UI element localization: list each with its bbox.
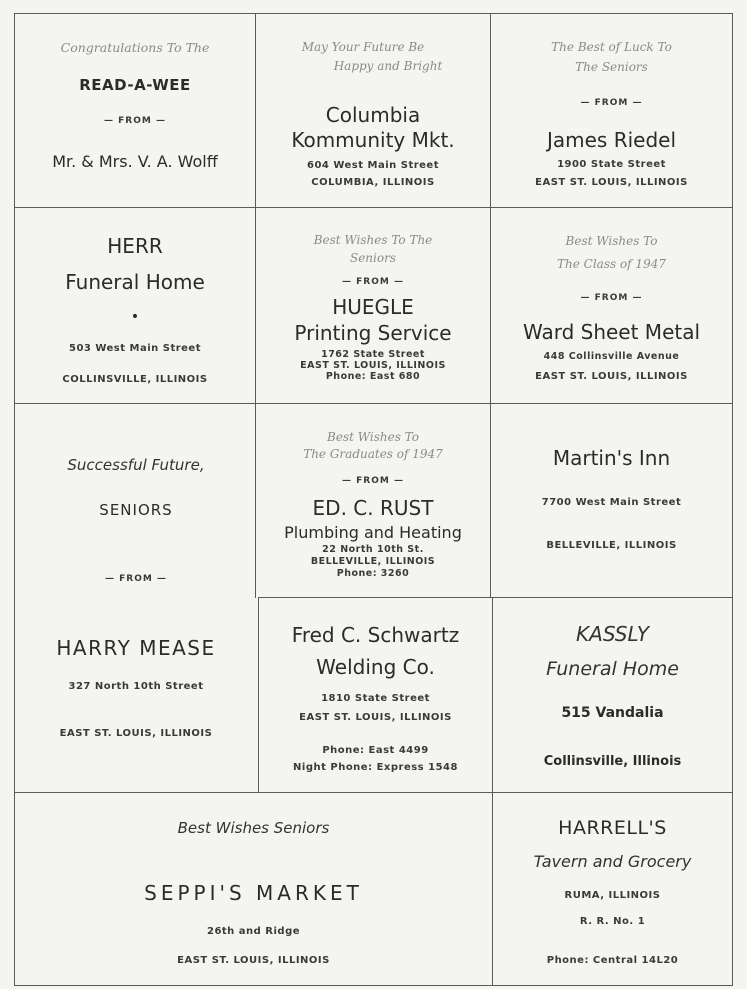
ad-greeting-2: SENIORS	[99, 501, 173, 519]
ad-greeting-2: The Class of 1947	[557, 257, 666, 271]
ad-city: EAST ST. LOUIS, ILLINOIS	[300, 360, 446, 371]
ad-business-name: KASSLY	[576, 622, 649, 646]
ad-phone: Phone: East 680	[325, 371, 421, 382]
ad-route: R. R. No. 1	[579, 916, 646, 927]
ad-business-name-2: Welding Co.	[316, 655, 435, 679]
ad-business-type: Tavern and Grocery	[533, 852, 692, 871]
ad-phone: Phone: 3260	[336, 568, 410, 579]
ad-business-name-2: Kommunity Mkt.	[291, 128, 455, 152]
frame-right	[732, 13, 733, 986]
ad-huegle	[256, 208, 490, 403]
ad-schwartz	[259, 598, 492, 792]
ad-greeting: The Best of Luck To	[551, 40, 672, 54]
ad-from-label: — FROM —	[580, 98, 643, 108]
ad-sender: Mr. & Mrs. V. A. Wolff	[52, 152, 218, 171]
ad-business-name: Martin's Inn	[552, 446, 671, 470]
ad-greeting: Best Wishes To The	[313, 233, 433, 247]
ad-address: 22 North 10th St.	[322, 544, 424, 555]
ad-address: 448 Collinsville Avenue	[543, 351, 680, 362]
ad-night-phone: Night Phone: Express 1548	[293, 762, 458, 773]
ad-greeting-2: The Graduates of 1947	[303, 447, 443, 461]
ad-city: EAST ST. LOUIS, ILLINOIS	[535, 371, 688, 382]
ad-greeting: Best Wishes Seniors	[177, 819, 330, 837]
ad-greeting-2: Happy and Bright	[333, 59, 443, 73]
ad-business-name-2: Funeral Home	[65, 270, 205, 294]
ad-mease	[15, 404, 257, 792]
ad-from-label: — FROM —	[342, 277, 404, 287]
ad-phone: Phone: East 4499	[322, 745, 429, 756]
ad-business-name: HARRY MEASE	[56, 636, 216, 660]
frame-bottom	[14, 985, 733, 986]
ad-martins-inn	[491, 404, 732, 597]
ad-business-name: ED. C. RUST	[312, 496, 434, 520]
ad-address: 1810 State Street	[321, 693, 430, 704]
ad-business-type: Plumbing and Heating	[284, 523, 462, 542]
ad-business-name: Fred C. Schwartz	[291, 623, 460, 647]
ad-greeting: Best Wishes To	[327, 430, 419, 444]
ad-from-label: — FROM —	[104, 116, 166, 126]
ad-ward	[491, 208, 732, 403]
ad-city: COLLINSVILLE, ILLINOIS	[62, 374, 208, 385]
ad-greeting: Successful Future,	[67, 456, 205, 474]
ad-address: 327 North 10th Street	[68, 681, 204, 692]
ad-address: 604 West Main Street	[306, 160, 439, 171]
ad-business-name-2: Funeral Home	[546, 658, 679, 680]
ad-bullet: •	[130, 309, 140, 325]
ad-from-label: — FROM —	[342, 476, 404, 486]
ad-greeting-2: Seniors	[349, 251, 396, 265]
ad-city: BELLEVILLE, ILLINOIS	[546, 540, 677, 551]
ad-seppi	[15, 793, 492, 985]
ad-phone: Phone: Central 14L20	[546, 955, 679, 966]
ad-rust	[256, 404, 490, 597]
ad-city: BELLEVILLE, ILLINOIS	[310, 556, 436, 567]
ad-business-name: HARRELL'S	[558, 817, 667, 839]
ad-business-name: SEPPI'S MARKET	[144, 881, 363, 905]
ad-city: RUMA, ILLINOIS	[564, 890, 661, 901]
ad-address: 515 Vandalia	[561, 705, 664, 721]
ad-address: 7700 West Main Street	[541, 497, 682, 508]
ad-address: 1762 State Street	[321, 349, 425, 360]
ad-business-name: James Riedel	[546, 128, 677, 152]
ad-greeting: Congratulations To The	[60, 40, 210, 55]
ad-city: COLUMBIA, ILLINOIS	[311, 177, 435, 188]
ad-address: 503 West Main Street	[68, 343, 201, 354]
ad-kassly	[493, 598, 732, 792]
ad-herr	[15, 208, 255, 403]
ad-riedel	[491, 14, 732, 207]
ad-from-label: — FROM —	[105, 574, 167, 584]
ad-columbia	[256, 14, 490, 207]
ad-business-name: HUEGLE	[332, 295, 414, 319]
ad-business-name: HERR	[107, 234, 163, 258]
ad-recipient: READ-A-WEE	[79, 76, 191, 94]
ad-city: EAST ST. LOUIS, ILLINOIS	[59, 728, 213, 739]
ad-city: EAST ST. LOUIS, ILLINOIS	[535, 177, 688, 188]
ad-business-name-2: Printing Service	[294, 321, 452, 345]
ad-from-label: — FROM —	[580, 293, 643, 303]
ad-greeting-2: The Seniors	[575, 60, 648, 74]
ad-city: EAST ST. LOUIS, ILLINOIS	[177, 955, 330, 966]
ad-greeting: Best Wishes To	[565, 234, 658, 248]
ad-city: EAST ST. LOUIS, ILLINOIS	[299, 712, 452, 723]
ad-address: 26th and Ridge	[206, 926, 301, 937]
ad-address: 1900 State Street	[557, 159, 666, 170]
ad-business-name: Columbia	[325, 103, 421, 127]
ad-city: Collinsville, Illinois	[543, 754, 682, 769]
ad-greeting: May Your Future Be	[301, 40, 425, 54]
ad-business-name: Ward Sheet Metal	[522, 320, 701, 344]
ad-wolff	[15, 14, 255, 207]
ad-harrells	[493, 793, 732, 985]
